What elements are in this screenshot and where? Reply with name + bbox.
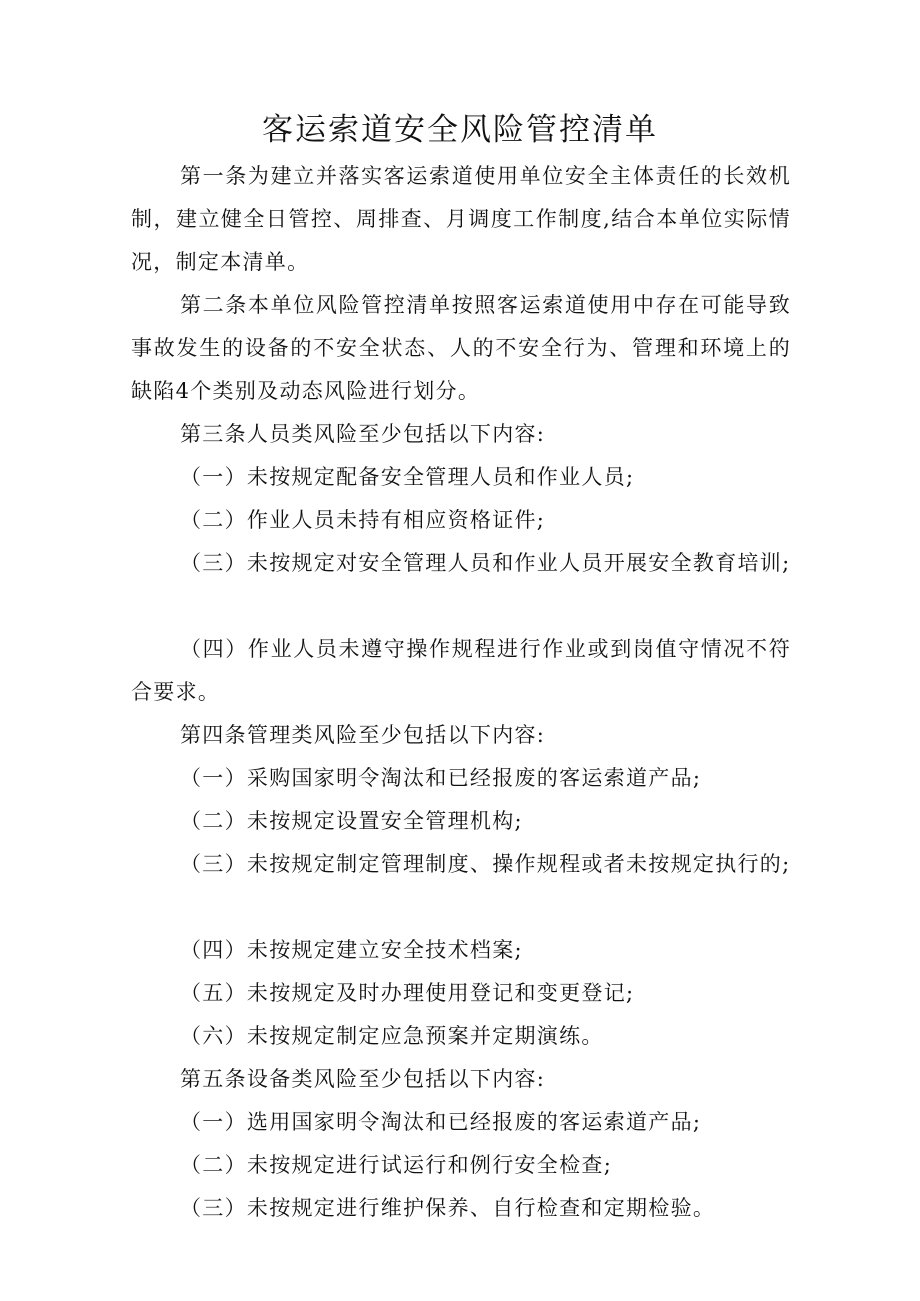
article-4-item-6: （六）未按规定制定应急预案并定期演练。 xyxy=(180,1024,604,1048)
article-4-heading: 第四条管理类风险至少包括以下内容: xyxy=(180,723,546,747)
article-3-item-1: （一）未按规定配备安全管理人员和作业人员; xyxy=(180,465,635,489)
article-3-item-3: （三）未按规定对安全管理人员和作业人员开展安全教育培训; xyxy=(180,551,791,575)
article-5-item-1: （一）选用国家明令淘汰和已经报废的客运索道产品; xyxy=(180,1110,702,1134)
article-3-item-2: （二）作业人员未持有相应资格证件; xyxy=(180,508,546,532)
article-3-heading: 第三条人员类风险至少包括以下内容: xyxy=(180,422,546,446)
article-4-item-4: （四）未按规定建立安全技术档案; xyxy=(180,938,523,962)
document-title: 客运索道安全风险管控清单 xyxy=(262,112,658,148)
article-1-paragraph: 第一条为建立并落实客运索道使用单位安全主体责任的长效机制，建立健全日管控、周排查、月调度工作制度,结合本单位实际情况，制定本清单。 xyxy=(131,164,791,274)
article-4-item-2: （二）未按规定设置安全管理机构; xyxy=(180,809,523,833)
article-5-item-3: （三）未按规定进行维护保养、自行检查和定期检验。 xyxy=(180,1196,716,1220)
article-5-heading: 第五条设备类风险至少包括以下内容: xyxy=(180,1067,546,1091)
article-4-item-3: （三）未按规定制定管理制度、操作规程或者未按规定执行的; xyxy=(180,852,791,876)
article-2-paragraph: 第二条本单位风险管控清单按照客运索道使用中存在可能导致事故发生的设备的不安全状态、人的不安全行为、管理和环境上的缺陷4个类别及动态风险进行划分。 xyxy=(131,293,791,403)
article-3-item-4: （四）作业人员未遵守操作规程进行作业或到岗值守情况不符合要求。 xyxy=(131,637,791,704)
article-5-item-2: （二）未按规定进行试运行和例行安全检查; xyxy=(180,1153,613,1177)
article-4-item-1: （一）采购国家明令淘汰和已经报废的客运索道产品; xyxy=(180,766,702,790)
article-4-item-5: （五）未按规定及时办理使用登记和变更登记; xyxy=(180,981,635,1005)
